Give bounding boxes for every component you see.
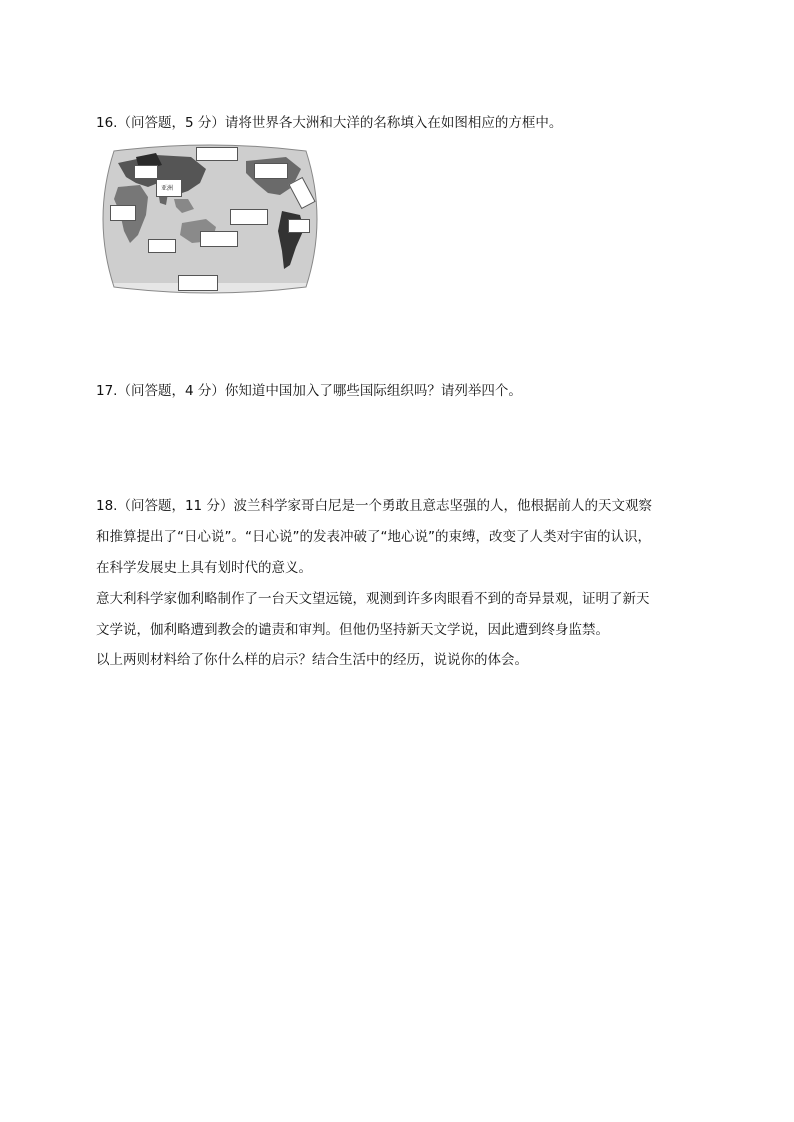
question-18-line-5: 文学说，伽利略遭到教会的谴责和审判。但他仍坚持新天文学说，因此遭到终身监禁。 — [96, 622, 609, 638]
map-label-box-8[interactable] — [200, 231, 238, 247]
question-17-text: 17.（问答题，4 分）你知道中国加入了哪些国际组织吗？请列举四个。 — [96, 383, 522, 399]
map-label-box-9[interactable] — [148, 239, 176, 253]
map-label-box-7[interactable] — [288, 219, 310, 233]
question-18-line-3: 在科学发展史上具有划时代的意义。 — [96, 560, 312, 576]
question-18-line-2: 和推算提出了“日心说”。“日心说”的发表冲破了“地心说”的束缚，改变了人类对宇宙的认识， — [96, 529, 651, 545]
map-label-box-10[interactable] — [178, 275, 218, 291]
question-18-line-4: 意大利科学家伽利略制作了一台天文望远镜，观测到许多肉眼看不到的奇异景观，证明了新天 — [96, 591, 650, 607]
map-label-box-3[interactable] — [134, 165, 158, 179]
question-18-line-6: 以上两则材料给了你什么样的启示？结合生活中的经历，说说你的体会。 — [96, 652, 528, 668]
map-label-box-2[interactable] — [254, 163, 288, 179]
map-label-box-5[interactable] — [110, 205, 136, 221]
world-map — [96, 143, 324, 295]
map-label-asia: 亚洲 — [161, 185, 174, 192]
question-16-text: 16.（问答题，5 分）请将世界各大洲和大洋的名称填入在如图相应的方框中。 — [96, 115, 563, 131]
map-label-box-1[interactable] — [196, 147, 238, 161]
map-label-box-6[interactable] — [230, 209, 268, 225]
map-label-box-asia — [156, 179, 182, 197]
question-18-line-1: 18.（问答题，11 分）波兰科学家哥白尼是一个勇敢且意志坚强的人，他根据前人的天文观察 — [96, 498, 652, 514]
